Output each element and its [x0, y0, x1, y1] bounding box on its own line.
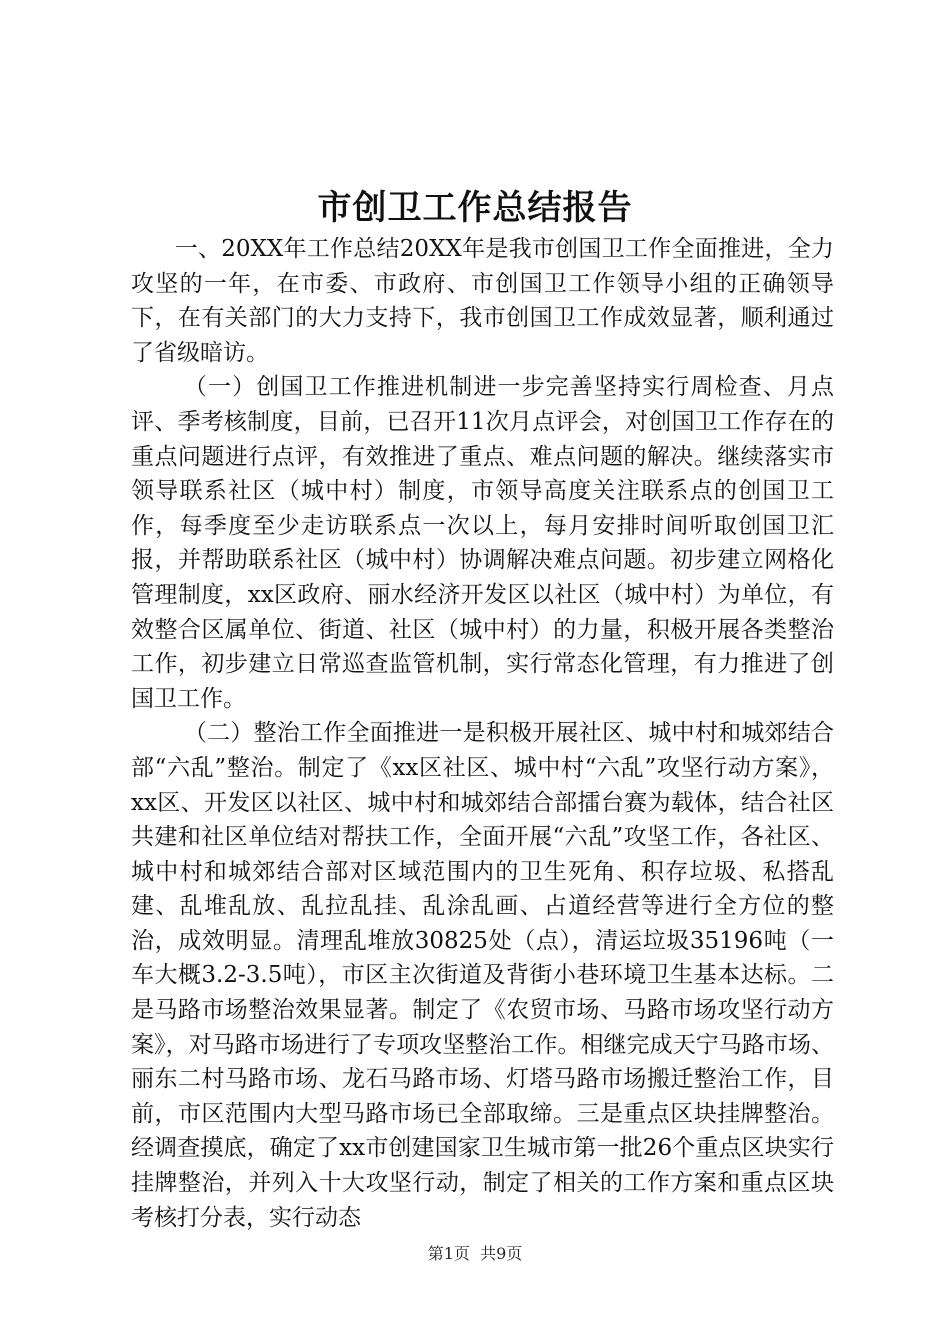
page-number-label: 第1页 共9页 — [427, 1244, 523, 1263]
paragraph-summary-intro: 一、20XX年工作总结20XX年是我市创国卫工作全面推进，全力攻坚的一年，在市委、市政府、市创国卫工作领导小组的正确领导下，在有关部门的大力支持下，我市创国卫工作成效显著，顺利通过了省级暗访。 — [131, 236, 834, 366]
document-title: 市创卫工作总结报告 — [317, 188, 633, 228]
paragraph-rectification: （二）整治工作全面推进一是积极开展社区、城中村和城郊结合部“六乱”整治。制定了《xx区社区、城中村“六乱”攻坚行动方案》，xx区、开发区以社区、城中村和城郊结合部擂台赛为载体，结合社区共建和社区单位结对帮扶工作，全面开展“六乱”攻坚工作，各社区、城中村和城郊结合部对区域范围内的卫生死角、积存垃圾、私搭乱建、乱堆乱放、乱拉乱挂、乱涂乱画、占道经营等进行全方位的整治，成效明显。清理乱堆放30825处（点），清运垃圾35196吨（一车大概3.2-3.5吨），市区主次街道及背街小巷环境卫生基本达标。二是马路市场整治效果显著。制定了《农贸市场、马路市场攻坚行动方案》，对马路市场进行了专项攻坚整治工作。相继完成天宁马路市场、丽东二村马路市场、龙石马路市场、灯塔马路市场搬迁整治工作，目前，市区范围内大型马路市场已全部取缔。三是重点区块挂牌整治。经调查摸底，确定了xx市创建国家卫生城市第一批26个重点区块实行挂牌整治，并列入十大攻坚行动，制定了相关的工作方案和重点区块考核打分表，实行动态 — [131, 720, 834, 1231]
paragraph-mechanism: （一）创国卫工作推进机制进一步完善坚持实行周检查、月点评、季考核制度，目前，已召开11次月点评会，对创国卫工作存在的重点问题进行点评，有效推进了重点、难点问题的解决。继续落实市领导联系社区（城中村）制度，市领导高度关注联系点的创国卫工作，每季度至少走访联系点一次以上，每月安排时间听取创国卫汇报，并帮助联系社区（城中村）协调解决难点问题。初步建立网格化管理制度，xx区政府、丽水经济开发区以社区（城中村）为单位，有效整合区属单位、街道、社区（城中村）的力量，积极开展各类整治工作，初步建立日常巡查监管机制，实行常态化管理，有力推进了创国卫工作。 — [131, 374, 834, 712]
page-footer — [0, 1244, 950, 1264]
document-body — [131, 232, 834, 1235]
